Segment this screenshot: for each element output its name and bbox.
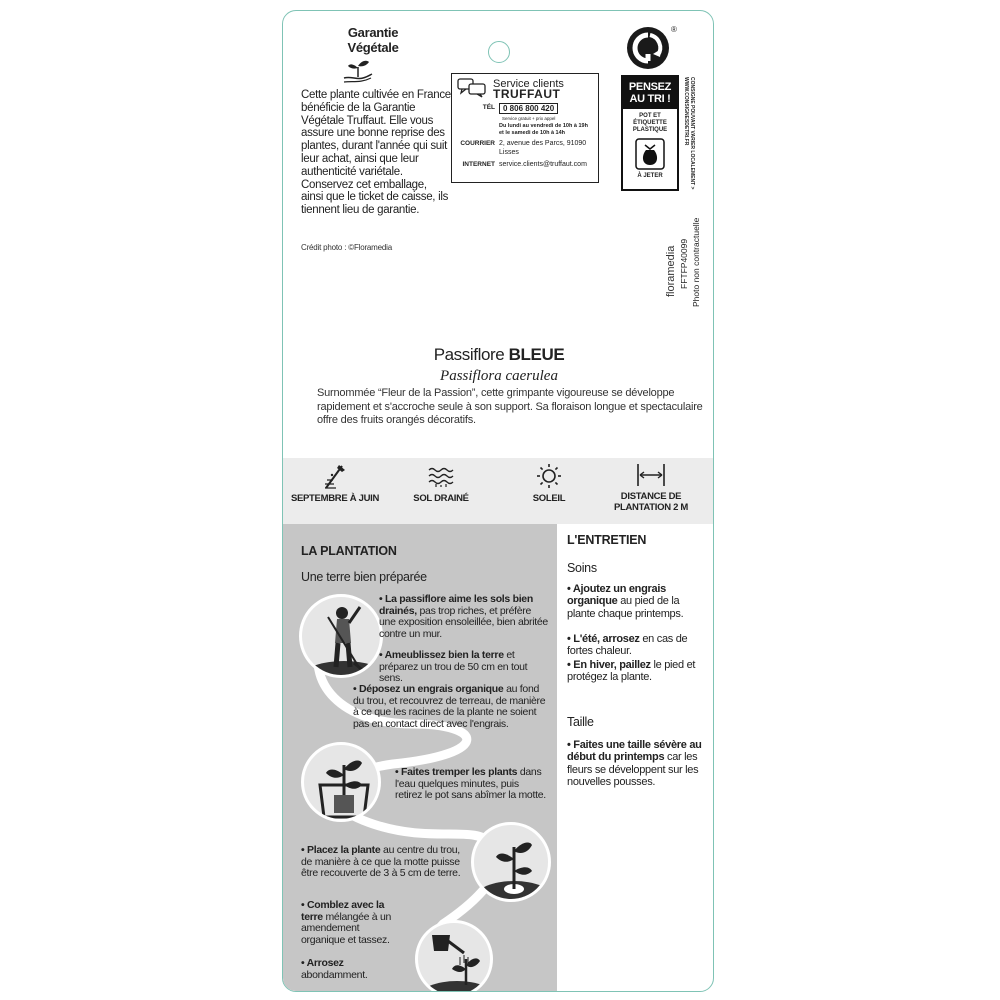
sun-icon	[535, 462, 563, 490]
plant-label-card	[282, 10, 714, 992]
recycling-action: À JETER	[637, 173, 663, 179]
phone-number[interactable]: 0 806 800 420	[499, 103, 558, 114]
phone-note: Service gratuit + prix appel	[502, 115, 556, 121]
step-image-watering	[415, 920, 493, 992]
features-strip	[283, 458, 714, 524]
recycling-title: PENSEZ AU TRI !	[623, 77, 677, 109]
distance-icon	[635, 462, 667, 488]
feature-soil	[391, 458, 491, 504]
tel-label: TÉL	[482, 104, 495, 111]
plant-description: Surnommée “Fleur de la Passion”, cette grimpante vigoureuse se développe rapidement et s'accroche seule à son support. Sa floraison longue et spectaculaire offre des fruits orangés décoratifs.	[317, 387, 703, 426]
recycling-box	[621, 75, 679, 191]
plant-variety: BLEUE	[508, 345, 565, 364]
plantation-step-6: • Comblez avec la terre mélangée à un amendement organique et tassez.	[301, 899, 392, 946]
hang-hole-top	[488, 41, 510, 63]
sprout-hand-icon	[341, 57, 375, 85]
feature-planting-period	[285, 458, 385, 504]
taille-item-1: • Faites une taille sévère au début du printemps car les fleurs se développent sur les nouvelles pousses.	[567, 739, 702, 789]
recycling-subtitle: POT ET ÉTIQUETTE PLASTIQUE	[632, 113, 668, 133]
planting-icon	[322, 462, 348, 490]
floramedia-brand: floramedia	[665, 245, 677, 297]
soins-title: Soins	[567, 561, 597, 575]
feature-sun	[499, 458, 599, 504]
feature-sun-label: SOLEIL	[532, 493, 566, 504]
plant-latin-name: Passiflora caerulea	[440, 368, 558, 384]
soins-item-3: • En hiver, paillez le pied et protégez la plante.	[567, 659, 696, 684]
service-title: Service clients	[493, 78, 564, 90]
photo-credit: Crédit photo : ©Floramedia	[301, 243, 392, 252]
service-clients-box	[451, 73, 599, 183]
feature-soil-label: SOL DRAINÉ	[413, 493, 469, 504]
chat-bubbles-icon	[457, 78, 487, 98]
plantation-step-7: • Arrosez abondamment.	[301, 957, 368, 981]
plantation-step-5: • Placez la plante au centre du trou, de manière à ce que la motte puisse être recouverte de 3 à 5 cm de terre.	[301, 844, 461, 880]
plantation-subtitle: Une terre bien préparée	[301, 570, 427, 584]
opening-hours: Du lundi au vendredi de 10h à 19h et le samedi de 10h à 14h	[499, 123, 588, 136]
plantation-step-2: • Ameublissez bien la terre et préparez un trou de 50 cm en tout sens.	[379, 649, 528, 685]
step-image-soak-plant	[301, 742, 381, 822]
internet-label: INTERNET	[462, 161, 495, 168]
plantation-step-1: • La passiflore aime les sols bien drainés, pas trop riches, et préfère une exposition ensoleillée, bien abritée contre un mur.	[379, 593, 548, 640]
soil-icon	[426, 462, 456, 490]
recycling-side-note: CONSIGNE POUVANT VARIER LOCALEMENT > WWW.CONSIGNESDETRI.FR	[683, 77, 695, 190]
plantation-step-4: • Faites tremper les plants dans l'eau quelques minutes, puis retirez le pot sans abîmer la motte.	[395, 766, 546, 802]
step-image-place-plant	[471, 822, 551, 902]
plantation-panel	[283, 524, 557, 992]
plant-common-name: Passiflore	[433, 345, 505, 364]
plant-title	[283, 345, 714, 365]
plantation-step-3: • Déposez un engrais organique au fond du trou, et recouvrez de terreau, de manière à ce que les racines de la plante ne soient pas en contact direct avec l'engrais.	[353, 683, 546, 730]
courrier-label: COURRIER	[460, 140, 495, 147]
soins-item-1: • Ajoutez un engrais organique au pied de la plante chaque printemps.	[567, 583, 684, 620]
registered-mark: ®	[671, 25, 677, 34]
soins-item-2: • L'été, arrosez en cas de fortes chaleur.	[567, 633, 688, 658]
garantie-title: Garantie Végétale	[347, 25, 399, 55]
feature-distance	[601, 458, 701, 513]
internet-email[interactable]: service.clients@truffaut.com	[499, 161, 587, 168]
reference-code: FFTFP40099	[679, 238, 689, 289]
photo-disclaimer: Photo non contractuelle	[691, 217, 701, 307]
trash-bag-icon	[635, 138, 665, 170]
green-dot-recycle-icon	[627, 27, 669, 69]
feature-distance-label: DISTANCE DE PLANTATION 2 M	[613, 491, 689, 513]
step-image-gardener	[299, 594, 383, 678]
garantie-text: Cette plante cultivée en France bénéficie de la Garantie Végétale Truffaut. Elle vous assure une bonne reprise des plantes, durant l'année qui suit leur achat, ainsi que leur authenticité variétale. Conservez cet emballage, ainsi que le ticket de caisse, ils tiennent lieu de garantie.	[301, 89, 451, 217]
service-brand: TRUFFAUT	[493, 87, 561, 101]
plantation-title: LA PLANTATION	[301, 544, 397, 558]
entretien-title: L'ENTRETIEN	[567, 533, 647, 547]
courrier-address: 2, avenue des Parcs, 91090 Lisses	[499, 140, 587, 156]
feature-planting-label: SEPTEMBRE À JUIN	[290, 493, 380, 504]
taille-title: Taille	[567, 715, 594, 729]
